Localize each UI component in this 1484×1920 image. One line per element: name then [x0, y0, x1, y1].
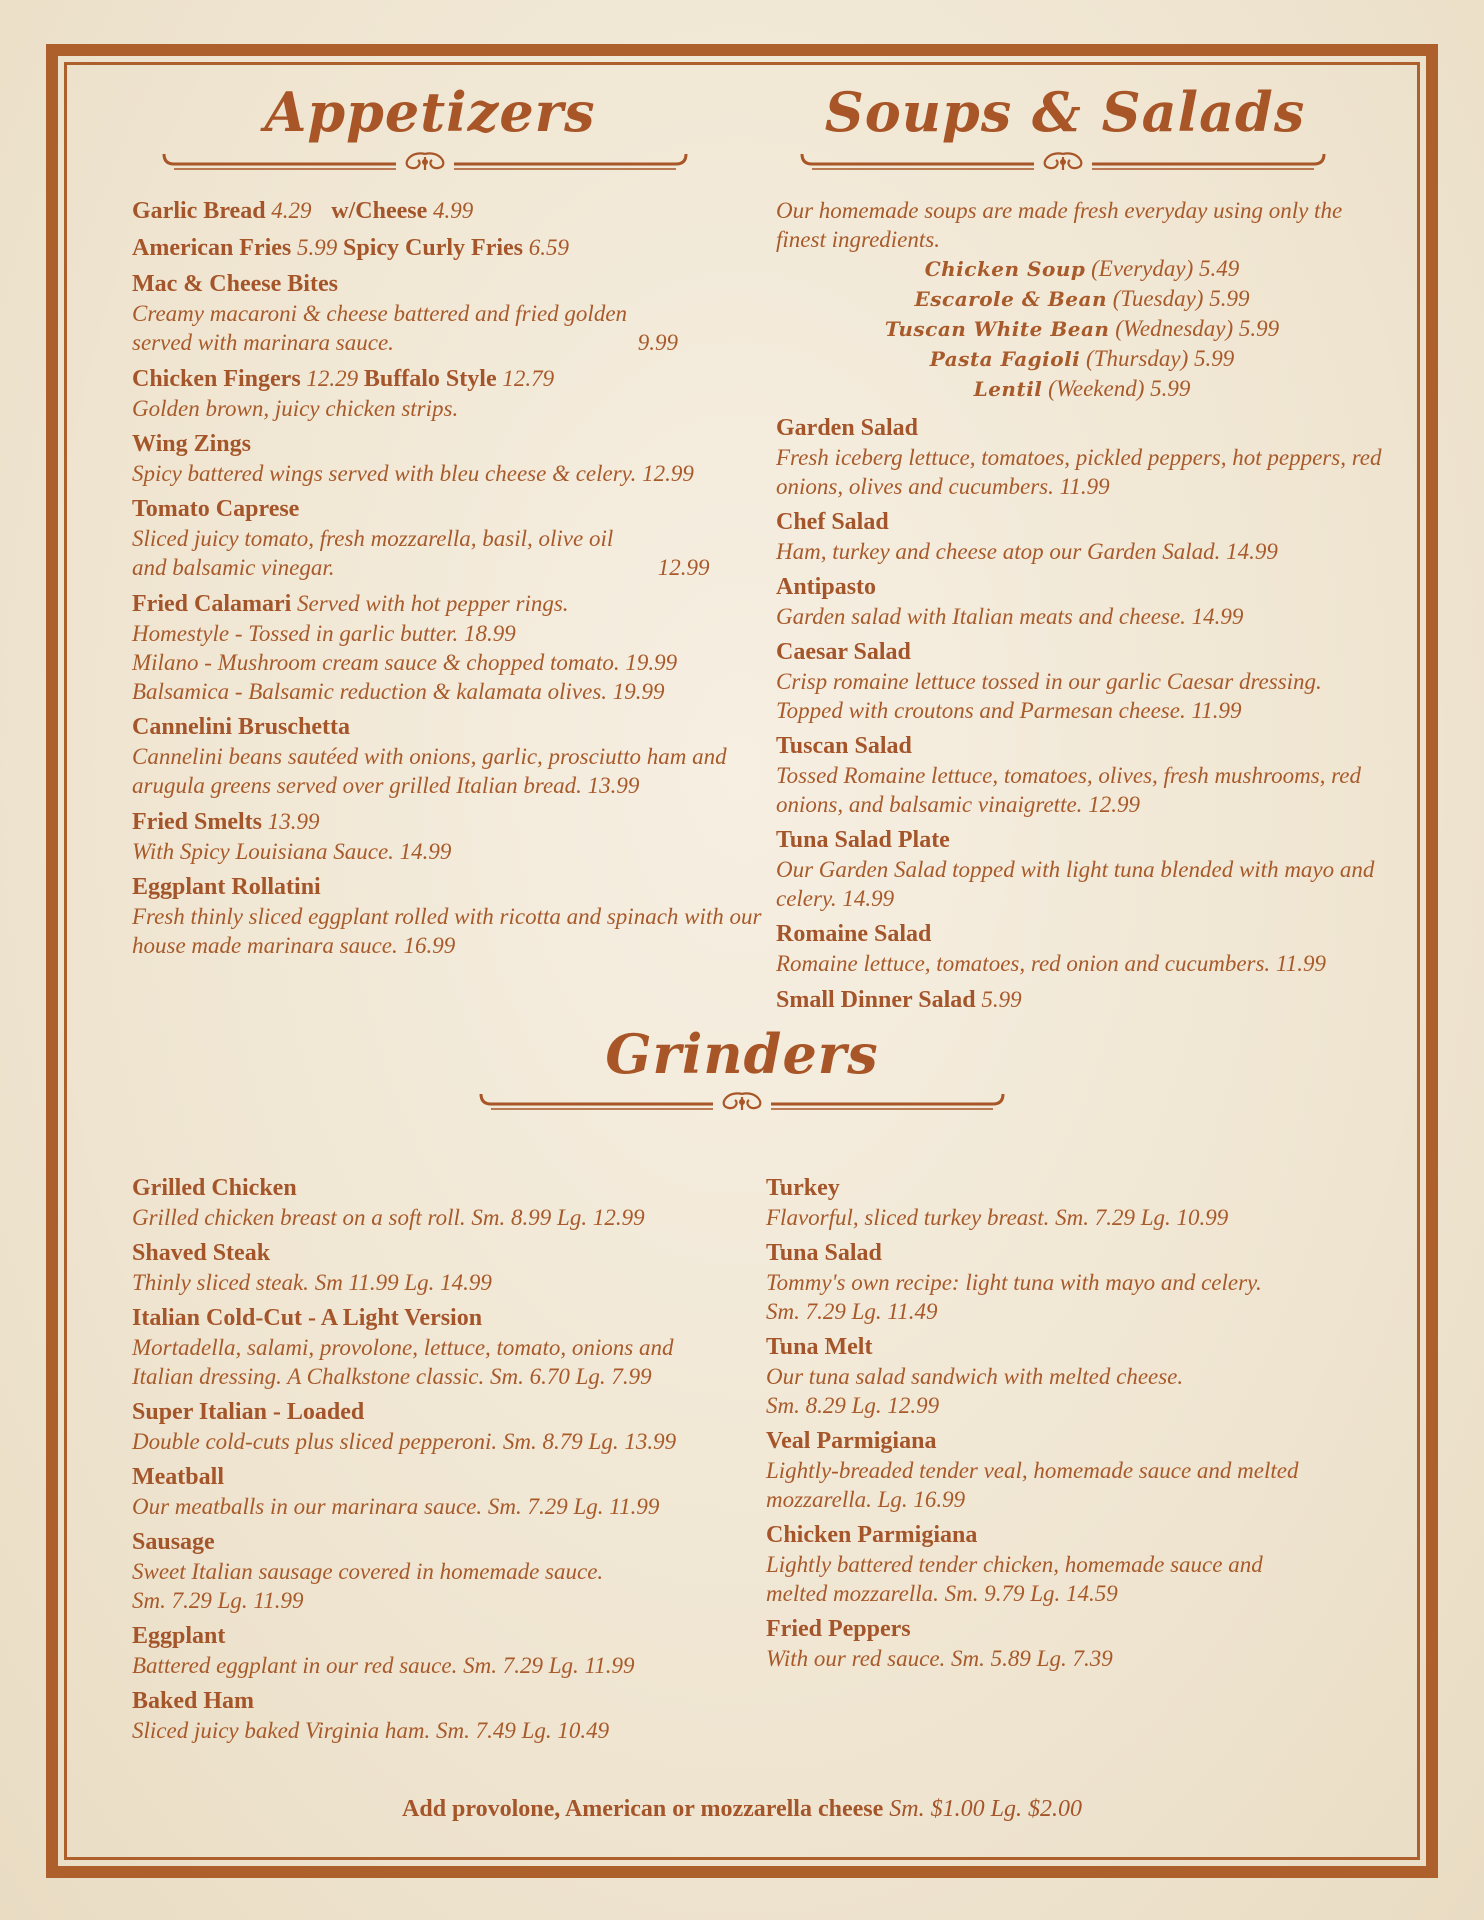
menu-item — [766, 1615, 1326, 1673]
item-description: Flavorful, sliced turkey breast. — [766, 1205, 1050, 1230]
item-name: Eggplant — [132, 1623, 226, 1649]
item-name: Sausage — [132, 1529, 215, 1555]
item-description: Mortadella, salami, provolone, lettuce, tomato, onions and Italian dressing. A Chalkstone classic. — [132, 1335, 674, 1389]
item-name: Tuscan Salad — [776, 733, 912, 759]
item-description: Fresh thinly sliced eggplant rolled with ricotta and spinach with our house made marinara sauce. — [132, 904, 762, 958]
item-name: Turkey — [766, 1175, 840, 1201]
item-price: 11.99 — [1275, 951, 1326, 976]
flourish-divider — [798, 148, 1328, 174]
soup-day: (Weekend) — [1048, 376, 1145, 401]
item-name: Cannelini Bruschetta — [132, 714, 351, 740]
menu-item — [776, 920, 1388, 978]
menu-item — [766, 1174, 1326, 1232]
item-price: 5.99 — [1209, 286, 1250, 311]
variant-text: Homestyle - Tossed in garlic butter. — [132, 621, 459, 646]
item-description: Lightly battered tender chicken, homemade sauce and melted mozzarella. — [766, 1552, 1263, 1606]
appetizers-heading: Appetizers — [264, 80, 596, 144]
menu-item — [132, 233, 782, 263]
item-price: Sm. 8.29 Lg. 12.99 — [766, 1393, 940, 1418]
addon-text: Add provolone, American or mozzarella cheese — [402, 1796, 884, 1822]
cheese-addon-note — [0, 1796, 1484, 1823]
menu-item — [132, 1528, 712, 1615]
item-price: Sm. 7.29 Lg. 11.99 — [487, 1494, 660, 1519]
soup-day: (Wednesday) — [1115, 316, 1234, 341]
item-price: Sm. 6.70 Lg. 7.99 — [489, 1364, 652, 1389]
item-name: Tuna Salad Plate — [776, 827, 950, 853]
menu-item — [132, 1622, 712, 1680]
menu-item — [132, 430, 782, 488]
item-name: Grilled Chicken — [132, 1175, 297, 1201]
item-name: Tuna Melt — [766, 1334, 873, 1360]
menu-item — [766, 1239, 1326, 1326]
item-price: 6.59 — [528, 235, 570, 260]
item-price: 5.99 — [1194, 346, 1235, 371]
item-price: Sm. 7.29 Lg. 10.99 — [1055, 1205, 1229, 1230]
item-name: Shaved Steak — [132, 1240, 271, 1266]
item-price: 5.49 — [1199, 256, 1240, 281]
item-price: Sm. 7.29 Lg. 11.99 — [463, 1653, 635, 1678]
item-price: 5.99 — [297, 235, 338, 260]
item-name: Wing Zings — [132, 431, 251, 457]
item-price: 18.99 — [464, 621, 516, 646]
calamari-variant — [132, 619, 782, 648]
soup-day: (Tuesday) — [1112, 286, 1204, 311]
item-price: Sm. 7.29 Lg. 11.99 — [132, 1588, 304, 1613]
item-description: With our red sauce. — [766, 1646, 946, 1671]
item-price: Sm. 8.79 Lg. 13.99 — [502, 1429, 677, 1454]
item-name: Baked Ham — [132, 1688, 255, 1714]
item-name: Tomato Caprese — [132, 496, 300, 522]
item-price: 12.79 — [502, 366, 555, 391]
item-description: Served with hot pepper rings. — [297, 591, 569, 616]
item-price: 5.99 — [1150, 376, 1191, 401]
menu-item — [132, 873, 782, 960]
item-description: Ham, turkey and cheese atop our Garden Salad. — [776, 539, 1221, 564]
item-description: Our tuna salad sandwich with melted cheese. — [766, 1364, 1184, 1389]
item-description: Tommy's own recipe: light tuna with mayo and celery. — [766, 1270, 1262, 1295]
item-price: 12.99 — [1088, 792, 1140, 817]
item-description: Crisp romaine lettuce tossed in our garlic Caesar dressing. Topped with croutons and Parmesan cheese. — [776, 669, 1322, 723]
item-price: Sm. 7.29 Lg. 11.49 — [766, 1299, 938, 1324]
soup-name: Escarole & Bean — [914, 287, 1107, 311]
menu-item — [776, 508, 1388, 566]
item-price: 14.99 — [1191, 604, 1244, 629]
item-name: American Fries — [132, 235, 292, 261]
item-price: 19.99 — [625, 650, 678, 675]
item-name: Tuna Salad — [766, 1240, 882, 1266]
item-name: Chicken Parmigiana — [766, 1522, 978, 1548]
item-description: Cannelini beans sautéed with onions, garlic, prosciutto ham and arugula greens served over grilled Italian bread. — [132, 744, 727, 798]
item-name: Veal Parmigiana — [766, 1428, 937, 1454]
item-name: Fried Calamari — [132, 591, 292, 617]
soups-salads-heading: Soups & Salads — [824, 80, 1306, 144]
item-description: Creamy macaroni & cheese battered and fried golden served with marinara sauce. — [132, 301, 628, 355]
item-name: Fried Peppers — [766, 1616, 911, 1642]
item-price: 4.29 — [271, 198, 312, 223]
item-price: 13.99 — [267, 809, 320, 834]
variant-text: Milano - Mushroom cream sauce & chopped tomato. — [132, 650, 620, 675]
menu-item — [132, 807, 782, 866]
item-price: 12.99 — [642, 461, 694, 486]
grinders-right-column — [766, 1174, 1326, 1680]
menu-item — [132, 495, 782, 582]
soup-name: Pasta Fagioli — [929, 347, 1081, 371]
calamari-variant — [132, 677, 782, 706]
soups-salads-column — [776, 196, 1388, 1022]
item-price: Sm. 5.89 Lg. 7.39 — [951, 1646, 1113, 1671]
item-name: Small Dinner Salad — [776, 987, 976, 1013]
item-name: Eggplant Rollatini — [132, 874, 321, 900]
item-name: Antipasto — [776, 574, 877, 600]
addon-price: Sm. $1.00 Lg. $2.00 — [889, 1796, 1082, 1822]
menu-item — [132, 1304, 712, 1391]
menu-item — [132, 1398, 712, 1456]
item-name: Garlic Bread — [132, 198, 266, 224]
item-description: Fresh iceberg lettuce, tomatoes, pickled peppers, hot peppers, red onions, olives and cucumbers. — [776, 445, 1382, 499]
menu-item — [132, 713, 782, 800]
item-description: Sliced juicy tomato, fresh mozzarella, basil, olive oil and balsamic vinegar. — [132, 526, 614, 580]
soup-name: Chicken Soup — [924, 257, 1086, 281]
soup-intro: Our homemade soups are made fresh everyday using only the finest ingredients. — [776, 198, 1343, 252]
menu-item — [132, 196, 782, 226]
menu-item — [132, 1463, 712, 1521]
item-description: Garden salad with Italian meats and cheese. — [776, 604, 1186, 629]
item-price: 14.99 — [842, 886, 895, 911]
menu-item — [132, 589, 782, 706]
item-description: Double cold-cuts plus sliced pepperoni. — [132, 1429, 498, 1454]
menu-item — [776, 985, 1388, 1015]
item-name: Chef Salad — [776, 509, 889, 535]
item-price: 12.99 — [657, 555, 710, 580]
item-description: Tossed Romaine lettuce, tomatoes, olives, fresh mushrooms, red onions, and balsamic vinaigrette. — [776, 763, 1361, 817]
item-price: 14.99 — [399, 839, 452, 864]
menu-item — [766, 1333, 1326, 1420]
item-description: Battered eggplant in our red sauce. — [132, 1653, 458, 1678]
soup-name: Tuscan White Bean — [884, 317, 1110, 341]
flourish-divider — [477, 1088, 1007, 1114]
menu-item — [132, 1687, 712, 1745]
item-description: Our meatballs in our marinara sauce. — [132, 1494, 483, 1519]
flourish-divider — [160, 148, 690, 174]
menu-item — [776, 826, 1388, 913]
item-price: Sm. 8.99 Lg. 12.99 — [471, 1205, 645, 1230]
item-price: Sm 11.99 Lg. 14.99 — [314, 1270, 492, 1295]
item-description: With Spicy Louisiana Sauce. — [132, 839, 394, 864]
item-price: 14.99 — [1226, 539, 1278, 564]
item-description: Romaine lettuce, tomatoes, red onion and cucumbers. — [776, 951, 1271, 976]
soup-item — [776, 344, 1388, 374]
variant-text: Balsamica - Balsamic reduction & kalamata olives. — [132, 679, 608, 704]
item-description: Grilled chicken breast on a soft roll. — [132, 1205, 466, 1230]
item-name: Garden Salad — [776, 415, 919, 441]
item-description: Golden brown, juicy chicken strips. — [132, 396, 459, 421]
item-description: Thinly sliced steak. — [132, 1270, 309, 1295]
item-name: Romaine Salad — [776, 921, 932, 947]
soup-item — [776, 254, 1388, 284]
soup-item — [776, 314, 1388, 344]
item-name: w/Cheese — [331, 198, 428, 224]
menu-item — [766, 1521, 1326, 1608]
soup-day: (Everyday) — [1091, 256, 1194, 281]
item-price: 19.99 — [612, 679, 665, 704]
menu-item — [132, 270, 782, 357]
soup-list — [776, 254, 1388, 404]
item-description: Our Garden Salad topped with light tuna blended with mayo and celery. — [776, 857, 1375, 911]
item-description: Spicy battered wings served with bleu cheese & celery. — [132, 461, 637, 486]
item-name: Fried Smelts — [132, 809, 262, 835]
item-price: 5.99 — [1238, 316, 1280, 341]
menu-item — [132, 364, 782, 423]
item-price: 4.99 — [433, 198, 474, 223]
soup-name: Lentil — [973, 377, 1043, 401]
appetizers-column — [132, 196, 782, 967]
item-name: Super Italian - Loaded — [132, 1399, 365, 1425]
soup-day: (Thursday) — [1086, 346, 1189, 371]
item-price: 11.99 — [1191, 698, 1242, 723]
grinders-left-column — [132, 1174, 712, 1752]
calamari-variant — [132, 648, 782, 677]
item-price: Sm. 9.79 Lg. 14.59 — [944, 1581, 1118, 1606]
item-price: Sm. 7.49 Lg. 10.49 — [436, 1718, 610, 1743]
item-description: Sliced juicy baked Virginia ham. — [132, 1718, 431, 1743]
menu-item — [132, 1239, 712, 1297]
item-price: 16.99 — [403, 933, 456, 958]
menu-item — [776, 414, 1388, 501]
menu-item — [132, 1174, 712, 1232]
menu-item — [776, 732, 1388, 819]
menu-item — [776, 638, 1388, 725]
soup-item — [776, 284, 1388, 314]
item-name: Chicken Fingers — [132, 366, 301, 392]
item-name: Mac & Cheese Bites — [132, 271, 338, 297]
menu-item — [776, 573, 1388, 631]
item-price: 12.29 — [306, 366, 359, 391]
item-name: Meatball — [132, 1464, 224, 1490]
grinders-heading: Grinders — [605, 1022, 879, 1086]
item-name: Caesar Salad — [776, 639, 911, 665]
item-name: Buffalo Style — [363, 366, 497, 392]
item-price: Lg. 16.99 — [877, 1487, 966, 1512]
item-name: Spicy Curly Fries — [343, 235, 524, 261]
item-description: Lightly-breaded tender veal, homemade sauce and melted mozzarella. — [766, 1458, 1299, 1512]
item-price: 5.99 — [981, 987, 1022, 1012]
item-price: 13.99 — [587, 773, 640, 798]
item-description: Sweet Italian sausage covered in homemade sauce. — [132, 1559, 604, 1584]
soup-item — [776, 374, 1388, 404]
item-price: 11.99 — [1059, 474, 1110, 499]
item-name: Italian Cold-Cut - A Light Version — [132, 1305, 483, 1331]
menu-item — [766, 1427, 1326, 1514]
item-price: 9.99 — [637, 330, 678, 355]
